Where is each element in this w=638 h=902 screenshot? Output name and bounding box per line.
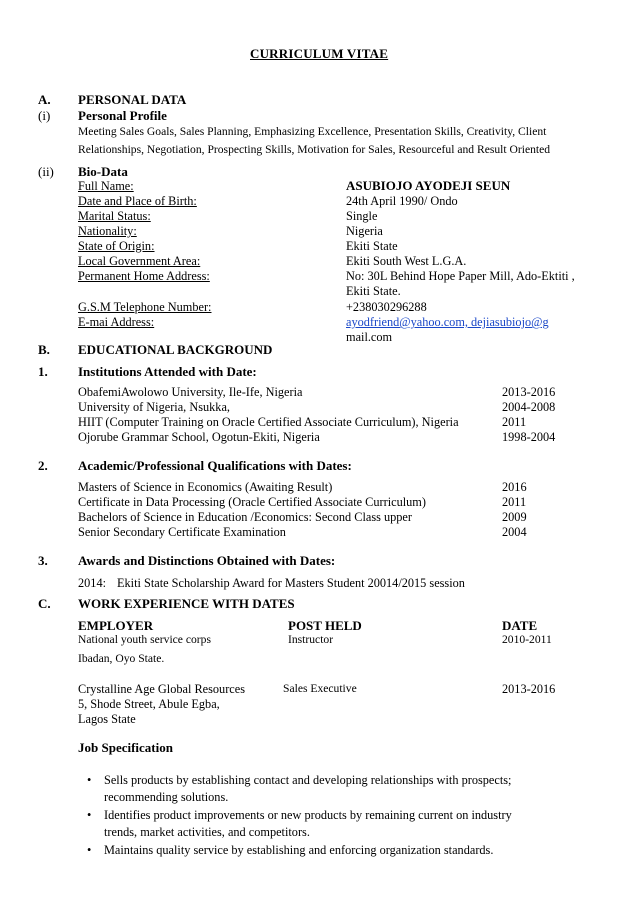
institution-name: HIIT (Computer Training on Oracle Certified Associate Curriculum), Nigeria — [78, 415, 459, 429]
section-c-letter: C. — [38, 596, 51, 611]
biodata-label: Nationality: — [78, 224, 137, 238]
qualification-date: 2011 — [502, 495, 527, 509]
qualification-name: Masters of Science in Economics (Awaiting Result) — [78, 480, 333, 494]
awards-number: 3. — [38, 553, 48, 568]
biodata-label: Date and Place of Birth: — [78, 194, 197, 208]
section-b-heading: EDUCATIONAL BACKGROUND — [78, 342, 273, 357]
job-date: 2010-2011 — [502, 633, 552, 646]
job-date: 2013-2016 — [502, 682, 556, 696]
biodata-value: 24th April 1990/ Ondo — [346, 194, 458, 208]
institution-name: ObafemiAwolowo University, Ile-Ife, Nigeria — [78, 385, 303, 399]
institution-name: Ojorube Grammar School, Ogotun-Ekiti, Nigeria — [78, 430, 320, 444]
qualification-name: Bachelors of Science in Education /Economics: Second Class upper — [78, 510, 412, 524]
profile-heading: Personal Profile — [78, 108, 167, 123]
section-a-heading: PERSONAL DATA — [78, 92, 187, 107]
biodata-label: E-mai Address: — [78, 315, 155, 329]
job-spec-bullet: • Sells products by establishing contact and developing relationships with prospects; — [104, 773, 511, 788]
biodata-value: Ekiti State. — [346, 284, 401, 298]
biodata-value: No: 30L Behind Hope Paper Mill, Ado-Ektiti , — [346, 269, 575, 283]
award-year: 2014: — [78, 576, 107, 590]
biodata-label: State of Origin: — [78, 239, 155, 253]
section-b-letter: B. — [38, 342, 50, 357]
biodata-heading: Bio-Data — [78, 164, 128, 179]
biodata-value: Nigeria — [346, 224, 383, 238]
document-title: CURRICULUM VITAE — [250, 46, 389, 61]
biodata-label: Permanent Home Address: — [78, 269, 210, 283]
award-text: Ekiti State Scholarship Award for Masters Student 20014/2015 session — [117, 576, 465, 590]
biodata-label: Marital Status: — [78, 209, 151, 223]
profile-line-1: Meeting Sales Goals, Sales Planning, Emphasizing Excellence, Presentation Skills, Creativity, Client — [78, 125, 547, 138]
qualification-date: 2009 — [502, 510, 527, 524]
job-spec-bullet-continued: trends, market activities, and competitors. — [104, 825, 310, 839]
job-spec-bullet: • Maintains quality service by establishing and enforcing organization standards. — [104, 843, 493, 858]
job-employer: Crystalline Age Global Resources — [78, 682, 245, 696]
awards-heading: Awards and Distinctions Obtained with Dates: — [78, 553, 336, 568]
qualification-date: 2004 — [502, 525, 527, 539]
profile-line-2: Relationships, Negotiation, Prospecting Skills, Motivation for Sales, Resourceful and Result Oriented — [78, 143, 551, 156]
job-employer: National youth service corps — [78, 633, 211, 646]
qualification-date: 2016 — [502, 480, 527, 494]
biodata-value: +238030296288 — [346, 300, 427, 314]
job-employer-location: Lagos State — [78, 712, 136, 726]
qualifications-number: 2. — [38, 458, 48, 473]
job-employer-location: Ibadan, Oyo State. — [78, 652, 165, 665]
institution-name: University of Nigeria, Nsukka, — [78, 400, 230, 414]
institutions-heading: Institutions Attended with Date: — [78, 364, 257, 379]
job-spec-bullet: • Identifies product improvements or new products by remaining current on industry — [104, 808, 512, 823]
institutions-number: 1. — [38, 364, 48, 379]
qualification-name: Senior Secondary Certificate Examination — [78, 525, 286, 539]
qualifications-heading: Academic/Professional Qualifications with Dates: — [78, 458, 352, 473]
qualification-name: Certificate in Data Processing (Oracle Certified Associate Curriculum) — [78, 495, 426, 509]
email-link[interactable]: ayodfriend@yahoo.com, dejiasubiojo@g — [346, 315, 549, 329]
job-spec-heading: Job Specification — [78, 740, 173, 755]
biodata-value-fullname: ASUBIOJO AYODEJI SEUN — [346, 178, 511, 193]
column-date: DATE — [502, 618, 538, 633]
section-a-letter: A. — [38, 92, 51, 107]
column-post-held: POST HELD — [288, 618, 362, 633]
job-post: Sales Executive — [283, 682, 357, 695]
biodata-number: (ii) — [38, 164, 54, 179]
biodata-label: G.S.M Telephone Number: — [78, 300, 212, 314]
profile-number: (i) — [38, 108, 51, 123]
section-c-heading: WORK EXPERIENCE WITH DATES — [78, 596, 295, 611]
institution-date: 2013-2016 — [502, 385, 556, 399]
column-employer: EMPLOYER — [78, 618, 154, 633]
biodata-label: Local Government Area: — [78, 254, 201, 268]
biodata-value: Ekiti State — [346, 239, 398, 253]
job-employer-address: 5, Shode Street, Abule Egba, — [78, 697, 220, 711]
biodata-value: Ekiti South West L.G.A. — [346, 254, 467, 268]
email-link-continued[interactable]: mail.com — [346, 330, 393, 344]
biodata-label: Full Name: — [78, 179, 134, 193]
job-spec-bullet-continued: recommending solutions. — [104, 790, 229, 804]
institution-date: 1998-2004 — [502, 430, 556, 444]
job-post: Instructor — [288, 633, 334, 646]
biodata-value: Single — [346, 209, 378, 223]
institution-date: 2011 — [502, 415, 527, 429]
institution-date: 2004-2008 — [502, 400, 556, 414]
